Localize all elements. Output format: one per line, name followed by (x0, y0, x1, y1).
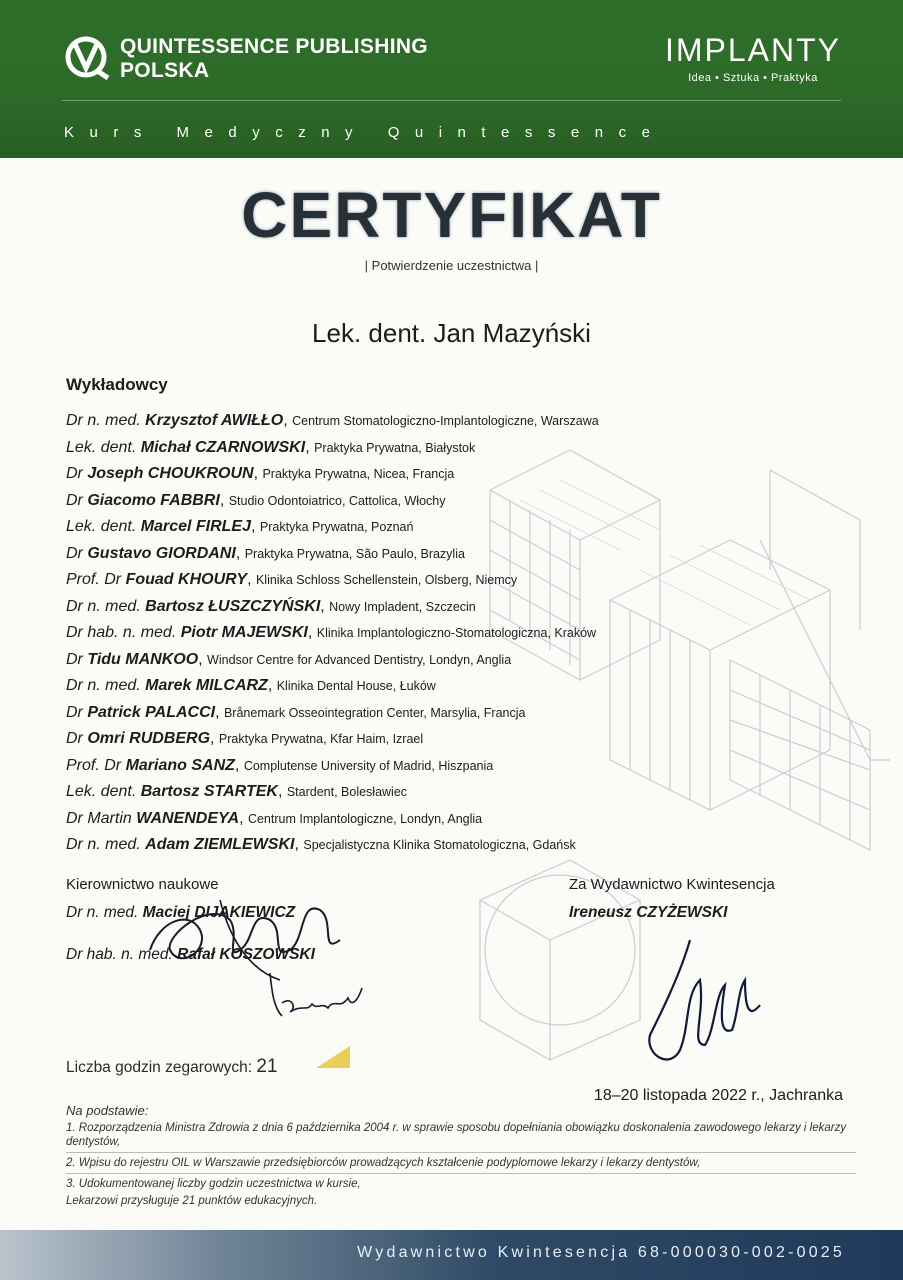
lecturer-row: Prof. Dr Fouad KHOURY, Klinika Schloss Schellenstein, Olsberg, Niemcy (66, 571, 518, 588)
lecturer-row: Dr n. med. Krzysztof AWIŁŁO, Centrum Stomatologiczno-Implantologiczne, Warszawa (66, 412, 599, 429)
lecturer-row: Dr n. med. Marek MILCARZ, Klinika Dental House, Łuków (66, 677, 436, 694)
lecturer-name: Michał CZARNOWSKI (140, 438, 306, 456)
footer-band (0, 1230, 903, 1280)
lecturer-affiliation: Klinika Schloss Schellenstein, Olsberg, Niemcy (255, 573, 518, 587)
lecturer-row: Lek. dent. Michał CZARNOWSKI, Praktyka Prywatna, Białystok (66, 438, 476, 456)
implanty-tagline: Idea • Sztuka • Praktyka (688, 72, 818, 84)
lecturers-heading: Wykładowcy (66, 375, 168, 394)
basis-item-2: 2. Wpisu do rejestru OIL w Warszawie przedsiębiorców prowadzących kształcenie podyplomowe lekarzy i lekarzy dentystów, (66, 1157, 701, 1169)
lecturer-name: Bartosz STARTEK (140, 783, 278, 800)
lecturer-title: Dr (66, 465, 83, 482)
lecturer-title: Dr (66, 544, 83, 562)
lecturer-title: Lek. dent. (66, 518, 137, 535)
publisher-name (120, 35, 428, 83)
lecturer-row: Lek. dent. Marcel FIRLEJ, Praktyka Prywatna, Poznań (66, 518, 414, 535)
lecturer-row: Dr n. med. Adam ZIEMLEWSKI, Specjalistyczna Klinika Stomatologiczna, Gdańsk (66, 836, 576, 853)
signature-koszowski (262, 968, 372, 1028)
lecturer-name: Mariano SANZ (125, 756, 235, 774)
lecturer-name: Fouad KHOURY (125, 571, 248, 588)
lecturer-title: Dr (66, 703, 83, 721)
lecturer-affiliation: Praktyka Prywatna, Poznań (259, 520, 414, 534)
lecturer-row: Dr Patrick PALACCI, Brånemark Osseointegration Center, Marsylia, Francja (66, 703, 526, 721)
lecturer-affiliation: Centrum Stomatologiczno-Implantologiczne, Warszawa (292, 414, 599, 428)
scientific-manager-2-name: Rafał KOSZOWSKI (177, 946, 315, 963)
lecturer-affiliation: Studio Odontoiatrico, Cattolica, Włochy (228, 493, 446, 508)
lecturer-row: Dr Martin WANENDEYA, Centrum Implantologiczne, Londyn, Anglia (66, 809, 483, 827)
lecturer-name: Marcel FIRLEJ (140, 518, 251, 535)
lecturer-name: Gustavo GIORDANI (87, 544, 236, 562)
basis-divider (66, 1152, 856, 1153)
lecturer-title: Dr (66, 730, 83, 747)
lecturer-affiliation: Praktyka Prywatna, Kfar Haim, Izrael (218, 732, 424, 746)
legal-basis (66, 1104, 856, 1211)
lecturer-affiliation: Specjalistyczna Klinika Stomatologiczna, Gdańsk (303, 838, 576, 852)
publisher-name-line2: POLSKA (120, 59, 210, 82)
scientific-manager-1-name: Maciej DIJAKIEWICZ (142, 904, 296, 921)
basis-divider (66, 1173, 856, 1174)
lecturer-affiliation: Praktyka Prywatna, Białystok (314, 440, 476, 455)
lecturer-title: Dr n. med. (66, 836, 141, 853)
lecturer-affiliation: Praktyka Prywatna, São Paulo, Brazylia (244, 546, 465, 561)
hours-line (66, 1056, 278, 1078)
lecturer-name: Marek MILCARZ (145, 677, 268, 694)
lecturer-row: Prof. Dr Mariano SANZ, Complutense University of Madrid, Hiszpania (66, 756, 494, 774)
signature-czyzewski (620, 935, 780, 1075)
lecturer-name: Adam ZIEMLEWSKI (145, 836, 295, 853)
header-band (0, 0, 903, 158)
lecturer-name: Tidu MANKOO (87, 650, 199, 668)
lecturer-title: Dr (66, 491, 83, 509)
lecturer-affiliation: Klinika Implantologiczno-Stomatologiczna, Kraków (316, 626, 597, 640)
lecturer-title: Lek. dent. (66, 438, 137, 456)
publisher-name-line1: QUINTESSENCE PUBLISHING (120, 35, 428, 58)
lecturers-list (66, 408, 599, 859)
publisher-sign-person: Ireneusz CZYŻEWSKI (569, 904, 728, 921)
lecturer-title: Dr hab. n. med. (66, 624, 177, 641)
lecturer-title: Dr n. med. (66, 677, 141, 694)
scientific-manager-2-title: Dr hab. n. med. (66, 946, 173, 963)
recipient-name: Lek. dent. Jan Mazyński (312, 318, 591, 348)
hours-label: Liczba godzin zegarowych: (66, 1059, 253, 1076)
lecturer-title: Lek. dent. (66, 783, 137, 800)
lecturer-name: Giacomo FABBRI (87, 491, 220, 509)
lecturer-affiliation: Praktyka Prywatna, Nicea, Francja (262, 467, 455, 481)
lecturer-affiliation: Brånemark Osseointegration Center, Marsylia, Francja (223, 705, 526, 720)
basis-item-3: 3. Udokumentowanej liczby godzin uczestnictwa w kursie, (66, 1178, 361, 1190)
implanty-title: IMPLANTY (664, 32, 841, 68)
lecturer-name: Krzysztof AWIŁŁO (145, 412, 284, 429)
header-divider (62, 100, 841, 101)
lecturer-affiliation: Klinika Dental House, Łuków (276, 679, 436, 693)
lecturer-name: Omri RUDBERG (87, 730, 211, 747)
implanty-brand (665, 32, 841, 84)
lecturer-row: Lek. dent. Bartosz STARTEK, Stardent, Bolesławiec (66, 783, 408, 800)
lecturer-affiliation: Nowy Impladent, Szczecin (329, 599, 476, 614)
lecturer-title: Prof. Dr (66, 571, 122, 588)
lecturer-title: Dr (66, 650, 83, 668)
footer-registration: Wydawnictwo Kwintesencja 68-000030-002-0025 (357, 1244, 845, 1261)
scientific-manager-1-title: Dr n. med. (66, 904, 139, 921)
lecturer-row: Dr Tidu MANKOO, Windsor Centre for Advanced Dentistry, Londyn, Anglia (66, 650, 512, 668)
lecturer-affiliation: Centrum Implantologiczne, Londyn, Anglia (247, 811, 483, 826)
basis-heading: Na podstawie: (66, 1103, 149, 1118)
scientific-management-heading: Kierownictwo naukowe (66, 876, 219, 893)
lecturer-title: Dr n. med. (66, 412, 141, 429)
lecturer-row: Dr n. med. Bartosz ŁUSZCZYŃSKI, Nowy Impladent, Szczecin (66, 597, 476, 615)
gold-seal-icon (316, 1046, 350, 1068)
lecturer-title: Dr Martin (66, 809, 132, 827)
lecturer-affiliation: Windsor Centre for Advanced Dentistry, Londyn, Anglia (207, 652, 512, 667)
basis-item-1: 1. Rozporządzenia Ministra Zdrowia z dnia 6 października 2004 r. w sprawie sposobu dopełniania obowiązku doskonalenia zawodowego lekarzy i lekarzy dentystów, (66, 1122, 847, 1148)
certificate-title: CERTYFIKAT (241, 179, 662, 251)
course-name: Kurs Medyczny Quintessence (64, 124, 666, 141)
lecturer-row: Dr Giacomo FABBRI, Studio Odontoiatrico, Cattolica, Włochy (66, 491, 446, 509)
date-place: 18–20 listopada 2022 r., Jachranka (593, 1087, 843, 1104)
lecturer-row: Dr Omri RUDBERG, Praktyka Prywatna, Kfar Haim, Izrael (66, 730, 424, 747)
lecturer-name: Piotr MAJEWSKI (180, 624, 308, 641)
lecturer-row: Dr Joseph CHOUKROUN, Praktyka Prywatna, Nicea, Francja (66, 465, 455, 482)
lecturer-affiliation: Complutense University of Madrid, Hiszpania (243, 758, 494, 773)
publisher-sign-heading: Za Wydawnictwo Kwintesencja (569, 876, 775, 893)
lecturer-row: Dr hab. n. med. Piotr MAJEWSKI, Klinika Implantologiczno-Stomatologiczna, Kraków (66, 624, 597, 641)
lecturer-name: WANENDEYA (136, 809, 240, 827)
lecturer-row: Dr Gustavo GIORDANI, Praktyka Prywatna, São Paulo, Brazylia (66, 544, 465, 562)
lecturer-name: Bartosz ŁUSZCZYŃSKI (145, 597, 321, 615)
certificate-subtitle: | Potwierdzenie uczestnictwa | (364, 258, 539, 273)
lecturer-name: Patrick PALACCI (87, 703, 216, 721)
hours-value: 21 (256, 1056, 278, 1077)
lecturer-title: Prof. Dr (66, 756, 122, 774)
basis-points-note: Lekarzowi przysługuje 21 punktów edukacyjnych. (66, 1195, 318, 1207)
lecturer-affiliation: Stardent, Bolesławiec (286, 785, 408, 799)
quintessence-logo-icon (62, 34, 114, 80)
lecturer-title: Dr n. med. (66, 597, 141, 615)
lecturer-name: Joseph CHOUKROUN (87, 465, 254, 482)
